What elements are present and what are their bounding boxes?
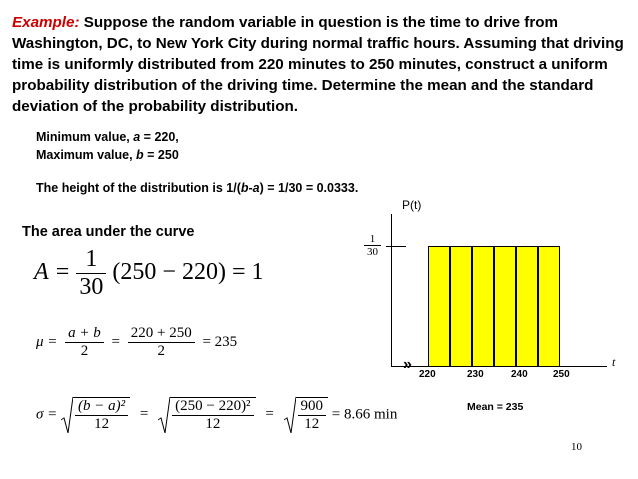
sd-equation: σ = $\frac{\text{(b − a)²}}{12}$ = $\frac{\text{(250 − 220)²}}{12}$ = $\frac{900}{12}$ = 8.66 min [36, 398, 398, 432]
area-lhs: A = [34, 259, 71, 286]
x-tick-label: 240 [511, 369, 528, 380]
bar [472, 246, 494, 367]
x-tick-label: 230 [467, 369, 484, 380]
area-rhs: (250 − 220) = 1 [112, 259, 264, 286]
x-tick-label: 220 [419, 369, 436, 380]
bar [494, 246, 516, 367]
bar [428, 246, 450, 367]
mean-symbol: μ = [36, 333, 58, 350]
bar [538, 246, 560, 367]
axis-break-mark: » [403, 356, 412, 373]
sd-sqrt-3: $\frac{900}{12}$ [284, 397, 329, 433]
bar [516, 246, 538, 367]
example-label: Example: [12, 14, 80, 31]
area-equation [34, 246, 263, 301]
sd-sqrt-1: $\frac{\text{(b − a)²}}{12}$ [61, 397, 130, 433]
page-number: 10 [571, 441, 582, 453]
problem-statement [12, 12, 632, 117]
mean-result: = 235 [202, 333, 238, 350]
min-value-line: Minimum value, a = 220, [36, 130, 179, 144]
x-tick-label: 250 [553, 369, 570, 380]
x-axis-label: t [612, 355, 616, 369]
bar [450, 246, 472, 367]
mean-fraction-1: $\frac{a + b}{2}$ [65, 325, 104, 360]
problem-text: Suppose the random variable in question is the time to drive from Washington, DC, to New York City during normal traffic hours. Assuming that driving time is uniformly distributed from 220 minutes to 250 minutes, construct a uniform probability distribution of the driving time. Determine the mean and the standard deviation of the probability distribution. [12, 14, 624, 115]
y-axis-label: P(t) [402, 198, 422, 212]
sd-symbol: σ = [36, 406, 58, 423]
height-line: The height of the distribution is 1/(b-a) = 1/30 = 0.0333. [36, 181, 359, 195]
y-tick-label: $\frac{1}{30}$ [364, 233, 381, 258]
mean-fraction-2: $\frac{220 + 250}{2}$ [128, 325, 195, 360]
mean-equation: μ = $\frac{a + b}{2}$ = $\frac{220 + 250}{2}$ = 235 [36, 325, 238, 359]
y-tick-mark [386, 246, 406, 247]
sd-sqrt-2: $\frac{\text{(250 − 220)²}}{12}$ [158, 397, 255, 433]
sd-result: = 8.66 min [331, 406, 398, 423]
area-label: The area under the curve [22, 224, 195, 240]
area-fraction: $\frac{1}{30}$ [76, 246, 106, 301]
y-axis-line [391, 214, 392, 367]
max-value-line: Maximum value, b = 250 [36, 148, 179, 162]
mean-label: Mean = 235 [467, 401, 524, 413]
